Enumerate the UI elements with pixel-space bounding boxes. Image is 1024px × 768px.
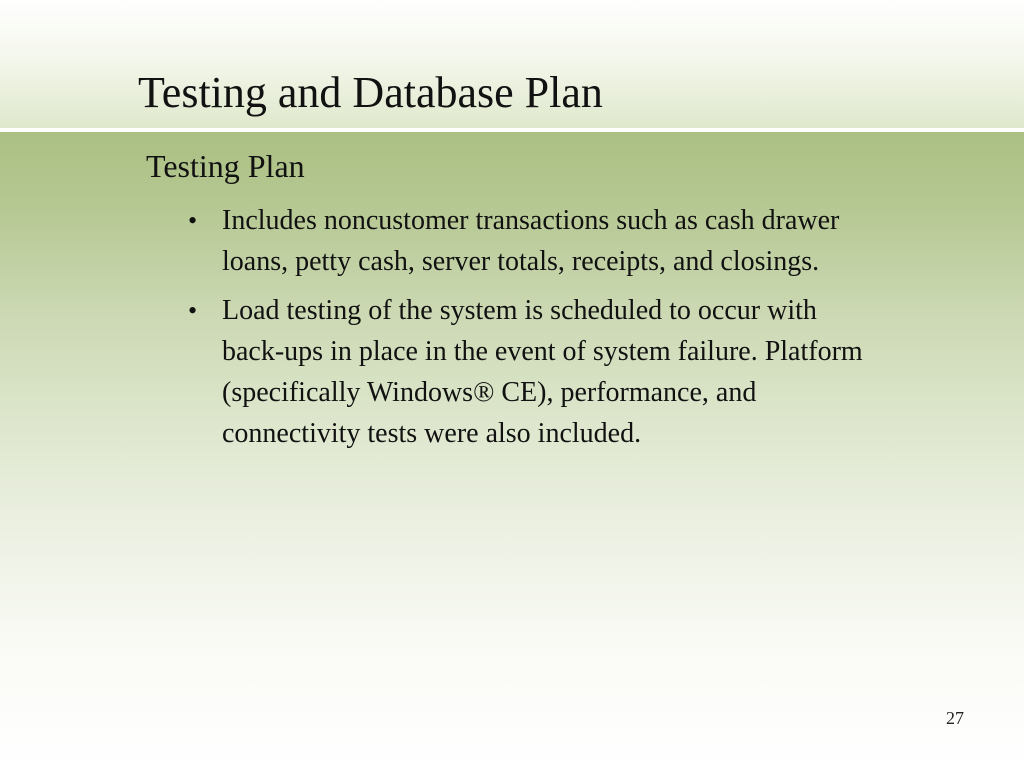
bullet-item-1 <box>186 200 876 282</box>
bullet-list <box>186 200 876 462</box>
bullet-icon: • <box>188 296 198 325</box>
slide-title: Testing and Database Plan <box>138 68 603 117</box>
bullet-icon: • <box>188 206 198 235</box>
bullet-text: Load testing of the system is scheduled to occur with back-ups in place in the event of system failure. Platform (specifically Windows® CE), performance, and connectivity tests were also included. <box>222 295 863 449</box>
bullet-text: Includes noncustomer transactions such as cash drawer loans, petty cash, server totals, receipts, and closings. <box>222 205 840 277</box>
section-heading: Testing Plan <box>146 148 305 184</box>
page-number: 27 <box>946 708 964 728</box>
bullet-item-2 <box>186 290 876 454</box>
